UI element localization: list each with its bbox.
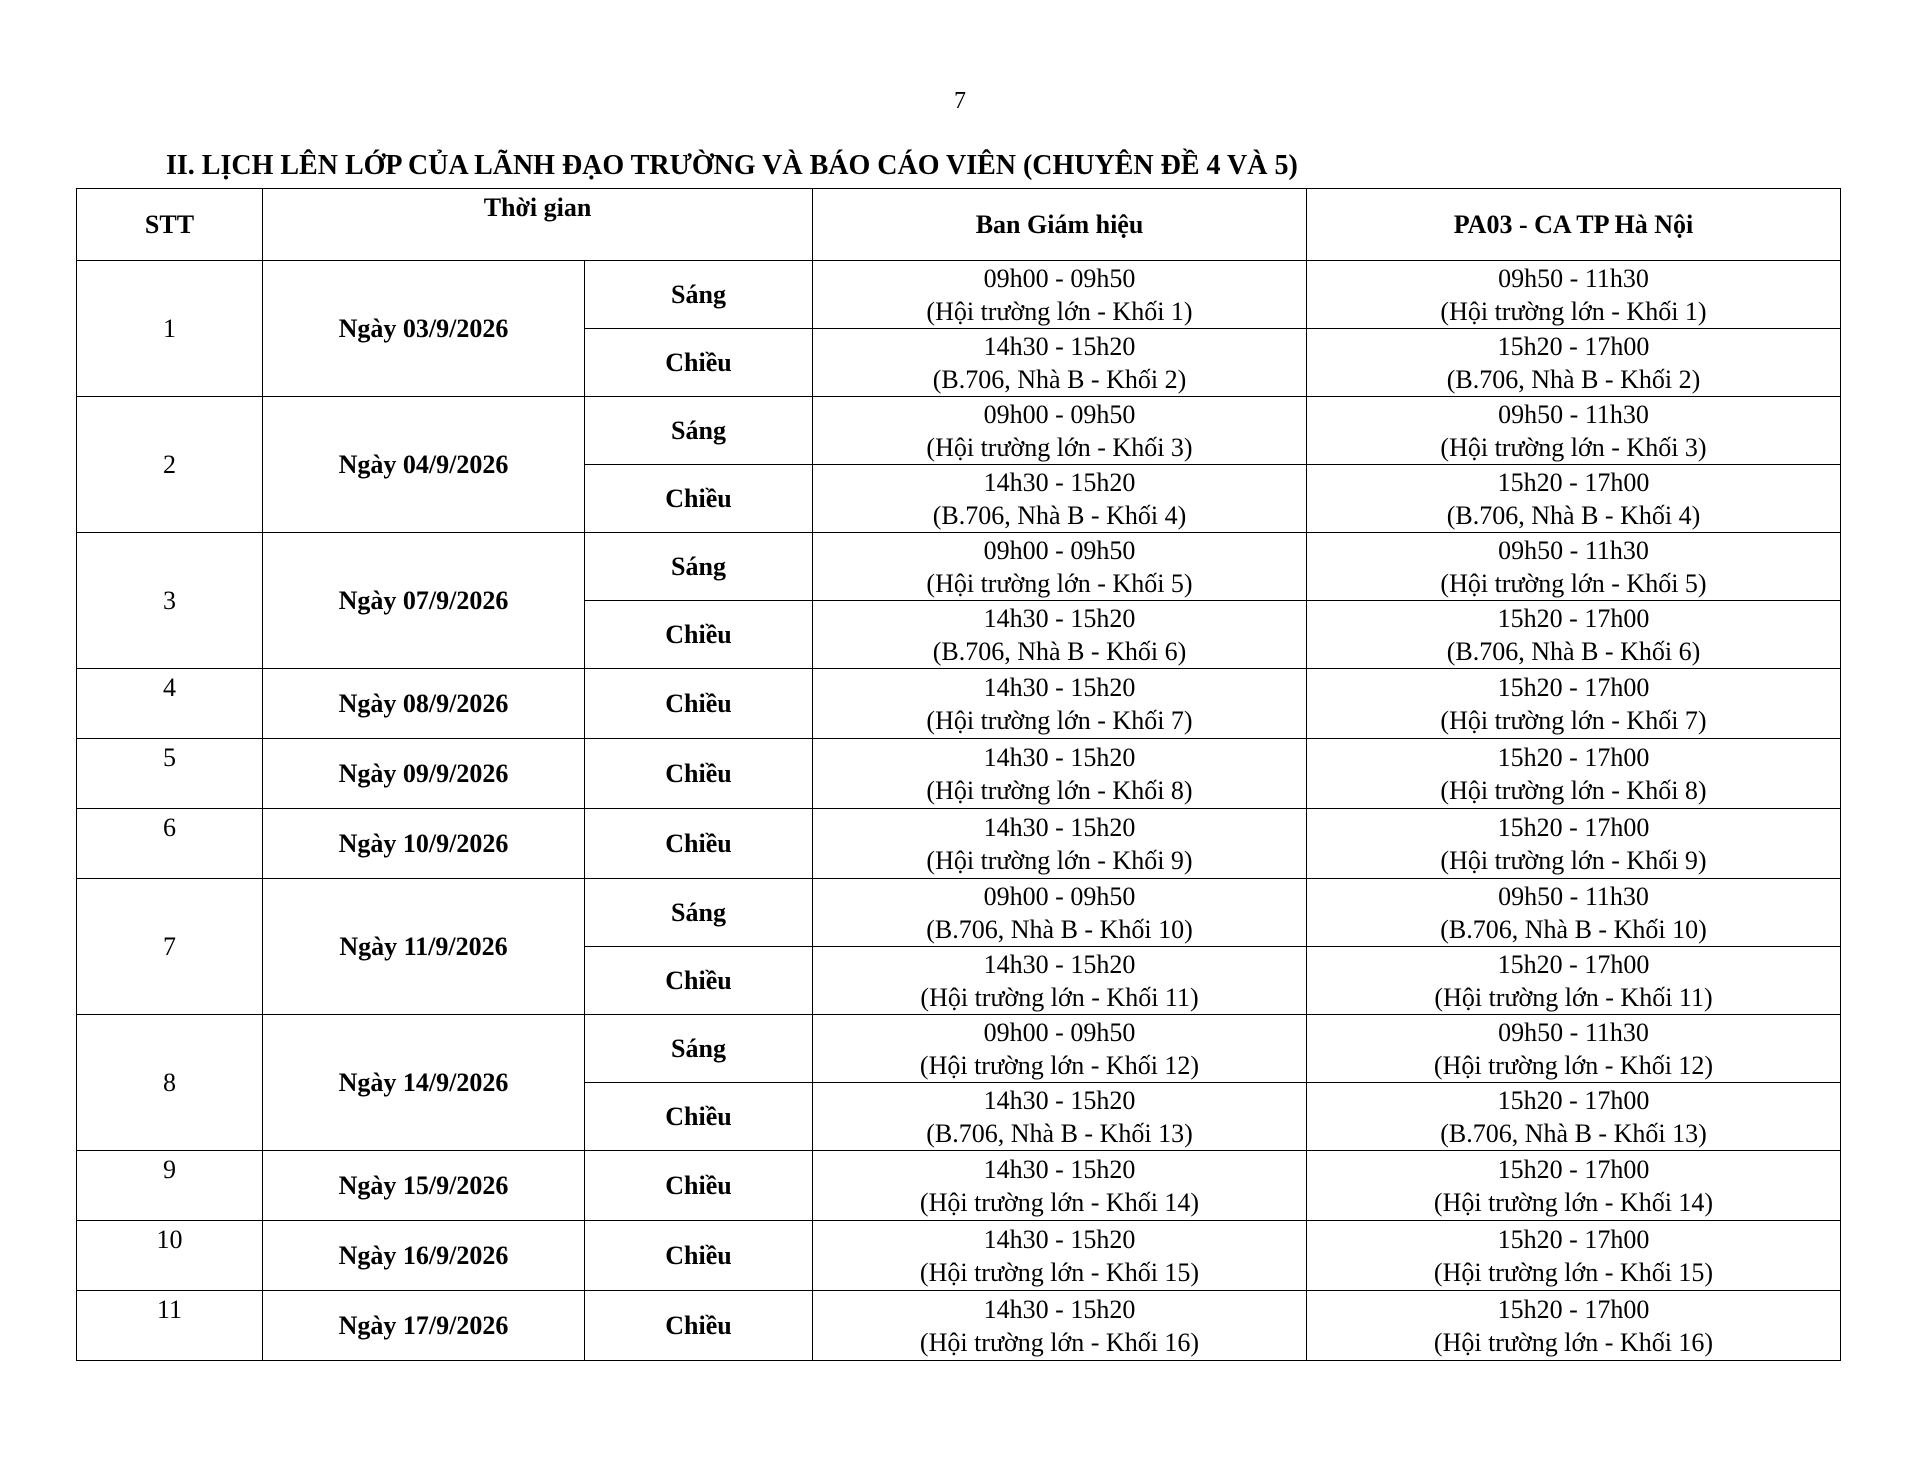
- ban-giam-hieu-slot: [813, 533, 1307, 601]
- table-row: [77, 669, 1841, 739]
- slot-time: 09h00 - 09h50: [983, 263, 1136, 293]
- slot-location: (B.706, Nhà B - Khối 4): [1446, 500, 1701, 530]
- slot-time: 14h30 - 15h20: [983, 467, 1136, 497]
- ban-giam-hieu-slot: [813, 397, 1307, 465]
- pa03-slot: [1307, 809, 1841, 879]
- slot-time: 15h20 - 17h00: [1497, 603, 1650, 633]
- section-title: II. LỊCH LÊN LỚP CỦA LÃNH ĐẠO TRƯỜNG VÀ BÁO CÁO VIÊN (CHUYÊN ĐỀ 4 VÀ 5): [166, 150, 1298, 181]
- row-stt: 2: [77, 397, 263, 533]
- ban-giam-hieu-slot: [813, 1151, 1307, 1221]
- row-stt: 9: [77, 1151, 263, 1221]
- row-date: Ngày 10/9/2026: [263, 809, 585, 879]
- row-date: Ngày 03/9/2026: [263, 261, 585, 397]
- row-date: Ngày 08/9/2026: [263, 669, 585, 739]
- slot-location: (Hội trường lớn - Khối 8): [926, 775, 1193, 805]
- ban-giam-hieu-slot: [813, 879, 1307, 947]
- ban-giam-hieu-slot: [813, 1291, 1307, 1361]
- pa03-slot: [1307, 465, 1841, 533]
- slot-time: 15h20 - 17h00: [1497, 467, 1650, 497]
- slot-time: 09h50 - 11h30: [1498, 881, 1649, 911]
- row-stt: 11: [77, 1291, 263, 1361]
- row-stt: 1: [77, 261, 263, 397]
- pa03-slot: [1307, 533, 1841, 601]
- table-row: [77, 1015, 1841, 1083]
- session-period: Chiều: [585, 1221, 813, 1291]
- slot-time: 15h20 - 17h00: [1497, 1224, 1650, 1254]
- slot-time: 09h00 - 09h50: [983, 881, 1136, 911]
- slot-location: (Hội trường lớn - Khối 15): [919, 1257, 1200, 1287]
- row-date: Ngày 07/9/2026: [263, 533, 585, 669]
- session-period: Chiều: [585, 329, 813, 397]
- ban-giam-hieu-slot: [813, 261, 1307, 329]
- table-row: [77, 397, 1841, 465]
- slot-time: 15h20 - 17h00: [1497, 742, 1650, 772]
- row-stt: 5: [77, 739, 263, 809]
- pa03-slot: [1307, 1015, 1841, 1083]
- slot-location: (Hội trường lớn - Khối 3): [1440, 432, 1707, 462]
- session-period: Chiều: [585, 809, 813, 879]
- table-row: [77, 1291, 1841, 1361]
- header-time: Thời gian: [263, 189, 813, 261]
- slot-time: 14h30 - 15h20: [983, 812, 1136, 842]
- slot-time: 14h30 - 15h20: [983, 742, 1136, 772]
- row-stt: 3: [77, 533, 263, 669]
- row-date: Ngày 11/9/2026: [263, 879, 585, 1015]
- session-period: Chiều: [585, 465, 813, 533]
- slot-time: 09h50 - 11h30: [1498, 399, 1649, 429]
- slot-time: 14h30 - 15h20: [983, 949, 1136, 979]
- slot-location: (Hội trường lớn - Khối 1): [1440, 296, 1707, 326]
- slot-location: (B.706, Nhà B - Khối 4): [932, 500, 1187, 530]
- slot-location: (Hội trường lớn - Khối 9): [1440, 845, 1707, 875]
- slot-time: 14h30 - 15h20: [983, 1224, 1136, 1254]
- slot-time: 15h20 - 17h00: [1497, 812, 1650, 842]
- header-ban-giam-hieu: Ban Giám hiệu: [813, 189, 1307, 261]
- slot-location: (Hội trường lớn - Khối 14): [1433, 1187, 1714, 1217]
- row-date: Ngày 17/9/2026: [263, 1291, 585, 1361]
- slot-time: 14h30 - 15h20: [983, 1085, 1136, 1115]
- slot-location: (B.706, Nhà B - Khối 13): [926, 1118, 1193, 1148]
- slot-location: (B.706, Nhà B - Khối 13): [1440, 1118, 1707, 1148]
- session-period: Chiều: [585, 739, 813, 809]
- session-period: Sáng: [585, 533, 813, 601]
- schedule-body: [77, 261, 1841, 1361]
- table-row: [77, 261, 1841, 329]
- slot-location: (Hội trường lớn - Khối 12): [919, 1050, 1200, 1080]
- slot-time: 15h20 - 17h00: [1497, 1154, 1650, 1184]
- session-period: Chiều: [585, 669, 813, 739]
- header-row: [77, 189, 1841, 261]
- pa03-slot: [1307, 329, 1841, 397]
- slot-location: (Hội trường lớn - Khối 11): [1434, 982, 1713, 1012]
- table-row: [77, 1221, 1841, 1291]
- ban-giam-hieu-slot: [813, 809, 1307, 879]
- pa03-slot: [1307, 261, 1841, 329]
- slot-location: (B.706, Nhà B - Khối 10): [926, 914, 1193, 944]
- row-stt: 7: [77, 879, 263, 1015]
- slot-location: (B.706, Nhà B - Khối 6): [1446, 636, 1701, 666]
- session-period: Chiều: [585, 1151, 813, 1221]
- pa03-slot: [1307, 397, 1841, 465]
- slot-time: 15h20 - 17h00: [1497, 672, 1650, 702]
- ban-giam-hieu-slot: [813, 1015, 1307, 1083]
- row-date: Ngày 04/9/2026: [263, 397, 585, 533]
- slot-location: (Hội trường lớn - Khối 14): [919, 1187, 1200, 1217]
- ban-giam-hieu-slot: [813, 465, 1307, 533]
- table-row: [77, 809, 1841, 879]
- header-pa03: PA03 - CA TP Hà Nội: [1307, 189, 1841, 261]
- slot-location: (Hội trường lớn - Khối 1): [926, 296, 1193, 326]
- slot-location: (Hội trường lớn - Khối 7): [926, 705, 1193, 735]
- session-period: Sáng: [585, 1015, 813, 1083]
- row-date: Ngày 09/9/2026: [263, 739, 585, 809]
- slot-time: 15h20 - 17h00: [1497, 1085, 1650, 1115]
- pa03-slot: [1307, 879, 1841, 947]
- ban-giam-hieu-slot: [813, 329, 1307, 397]
- row-date: Ngày 16/9/2026: [263, 1221, 585, 1291]
- session-period: Sáng: [585, 397, 813, 465]
- slot-time: 14h30 - 15h20: [983, 331, 1136, 361]
- slot-location: (B.706, Nhà B - Khối 2): [1446, 364, 1701, 394]
- pa03-slot: [1307, 669, 1841, 739]
- slot-time: 09h00 - 09h50: [983, 535, 1136, 565]
- session-period: Chiều: [585, 1291, 813, 1361]
- pa03-slot: [1307, 947, 1841, 1015]
- ban-giam-hieu-slot: [813, 1083, 1307, 1151]
- slot-time: 14h30 - 15h20: [983, 1294, 1136, 1324]
- slot-time: 09h50 - 11h30: [1498, 1017, 1649, 1047]
- table-row: [77, 879, 1841, 947]
- session-period: Chiều: [585, 947, 813, 1015]
- slot-location: (Hội trường lớn - Khối 3): [926, 432, 1193, 462]
- row-date: Ngày 14/9/2026: [263, 1015, 585, 1151]
- row-stt: 10: [77, 1221, 263, 1291]
- slot-time: 09h00 - 09h50: [983, 399, 1136, 429]
- pa03-slot: [1307, 1291, 1841, 1361]
- slot-time: 15h20 - 17h00: [1497, 1294, 1650, 1324]
- schedule-table: [76, 188, 1841, 1361]
- slot-time: 14h30 - 15h20: [983, 603, 1136, 633]
- table-row: [77, 1151, 1841, 1221]
- slot-location: (B.706, Nhà B - Khối 2): [932, 364, 1187, 394]
- ban-giam-hieu-slot: [813, 1221, 1307, 1291]
- slot-time: 14h30 - 15h20: [983, 1154, 1136, 1184]
- slot-location: (Hội trường lớn - Khối 8): [1440, 775, 1707, 805]
- slot-location: (Hội trường lớn - Khối 5): [926, 568, 1193, 598]
- slot-location: (B.706, Nhà B - Khối 6): [932, 636, 1187, 666]
- pa03-slot: [1307, 1151, 1841, 1221]
- table-row: [77, 533, 1841, 601]
- slot-time: 14h30 - 15h20: [983, 672, 1136, 702]
- slot-location: (Hội trường lớn - Khối 9): [926, 845, 1193, 875]
- row-stt: 8: [77, 1015, 263, 1151]
- header-stt: STT: [77, 189, 263, 261]
- pa03-slot: [1307, 601, 1841, 669]
- slot-location: (Hội trường lớn - Khối 16): [1433, 1327, 1714, 1357]
- slot-location: (Hội trường lớn - Khối 11): [920, 982, 1199, 1012]
- session-period: Chiều: [585, 601, 813, 669]
- slot-location: (Hội trường lớn - Khối 16): [919, 1327, 1200, 1357]
- slot-time: 09h00 - 09h50: [983, 1017, 1136, 1047]
- ban-giam-hieu-slot: [813, 601, 1307, 669]
- pa03-slot: [1307, 1083, 1841, 1151]
- ban-giam-hieu-slot: [813, 739, 1307, 809]
- session-period: Sáng: [585, 879, 813, 947]
- slot-location: (Hội trường lớn - Khối 15): [1433, 1257, 1714, 1287]
- pa03-slot: [1307, 739, 1841, 809]
- ban-giam-hieu-slot: [813, 947, 1307, 1015]
- slot-time: 09h50 - 11h30: [1498, 263, 1649, 293]
- slot-location: (B.706, Nhà B - Khối 10): [1440, 914, 1707, 944]
- row-stt: 6: [77, 809, 263, 879]
- session-period: Sáng: [585, 261, 813, 329]
- table-row: [77, 739, 1841, 809]
- slot-location: (Hội trường lớn - Khối 5): [1440, 568, 1707, 598]
- session-period: Chiều: [585, 1083, 813, 1151]
- row-date: Ngày 15/9/2026: [263, 1151, 585, 1221]
- ban-giam-hieu-slot: [813, 669, 1307, 739]
- slot-location: (Hội trường lớn - Khối 12): [1433, 1050, 1714, 1080]
- slot-time: 09h50 - 11h30: [1498, 535, 1649, 565]
- row-stt: 4: [77, 669, 263, 739]
- slot-location: (Hội trường lớn - Khối 7): [1440, 705, 1707, 735]
- pa03-slot: [1307, 1221, 1841, 1291]
- slot-time: 15h20 - 17h00: [1497, 331, 1650, 361]
- page-number: 7: [954, 88, 966, 114]
- slot-time: 15h20 - 17h00: [1497, 949, 1650, 979]
